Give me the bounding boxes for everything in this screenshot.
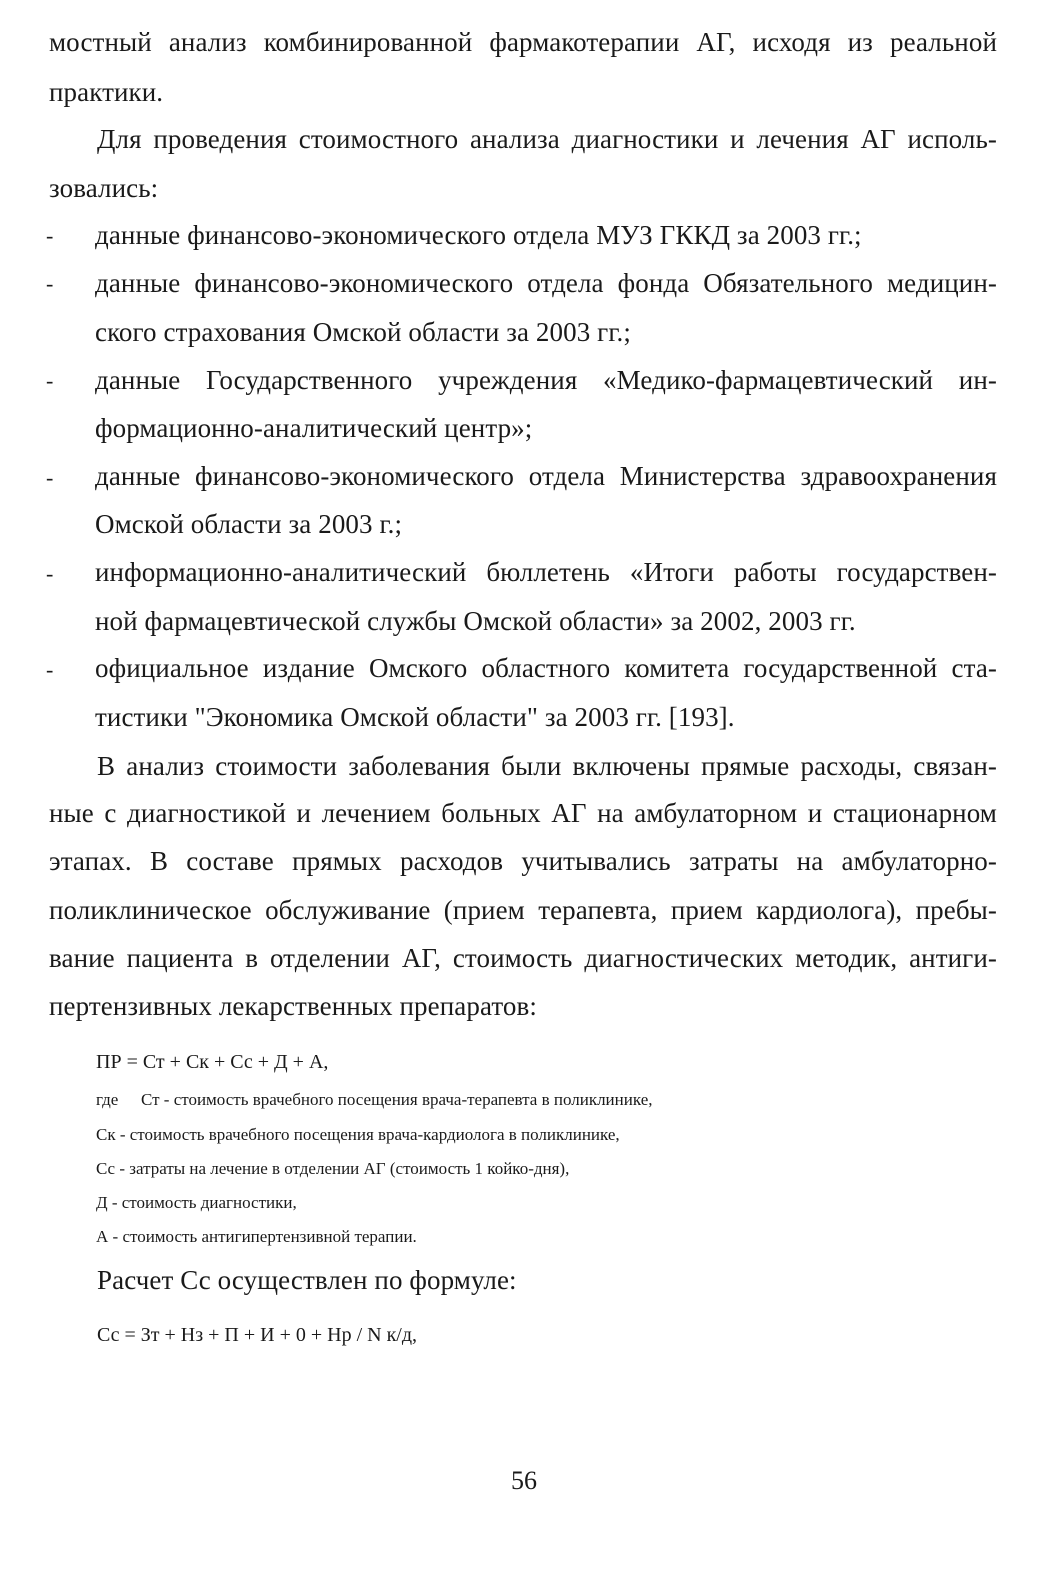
page-number: 56 — [511, 1466, 537, 1495]
intro-line-1: мостный анализ комбинированной фармакотерапии АГ, исходя из реальной — [49, 27, 997, 57]
legend-item: Ст - стоимость врачебного посещения врача-терапевта в поликлинике, — [141, 1090, 653, 1109]
list-dash: - — [46, 561, 54, 586]
costs-paragraph-line: ные с диагностикой и лечением больных АГ на амбулаторном и стационарном — [49, 798, 997, 828]
legend-item: Д - стоимость диагностики, — [96, 1193, 297, 1212]
sources-intro-line-1: Для проведения стоимостного анализа диагностики и лечения АГ исполь- — [97, 124, 997, 154]
list-item: данные финансово-экономического отдела Министерства здравоохранения — [95, 461, 997, 491]
legend-where-label: где — [96, 1090, 119, 1109]
costs-paragraph-line: В анализ стоимости заболевания были включены прямые расходы, связан- — [97, 751, 997, 781]
legend-item: А - стоимость антигипертензивной терапии. — [96, 1227, 417, 1246]
list-item: официальное издание Омского областного комитета государственной ста- — [95, 653, 997, 683]
list-item-continuation: тистики "Экономика Омской области" за 2003 гг. [193]. — [95, 702, 735, 732]
list-dash: - — [46, 657, 54, 682]
formula-total-cost: ПР = Ст + Ск + Сс + Д + А, — [96, 1051, 329, 1073]
sources-intro-line-2: зовались: — [49, 173, 159, 203]
costs-paragraph-line: этапах. В составе прямых расходов учитывались затраты на амбулаторно- — [49, 846, 997, 876]
list-item: данные финансово-экономического отдела фонда Обязательного медицин- — [95, 268, 997, 298]
costs-paragraph-line: пертензивных лекарственных препаратов: — [49, 991, 537, 1021]
list-dash: - — [46, 465, 54, 490]
list-item-continuation: формационно-аналитический центр»; — [95, 413, 533, 443]
list-dash: - — [46, 223, 54, 248]
costs-paragraph-line: вание пациента в отделении АГ, стоимость диагностических методик, антиги- — [49, 943, 997, 973]
list-item: данные финансово-экономического отдела МУЗ ГККД за 2003 гг.; — [95, 220, 862, 250]
list-item-continuation: Омской области за 2003 г.; — [95, 509, 403, 539]
list-item-continuation: ной фармацевтической службы Омской области» за 2002, 2003 гг. — [95, 606, 856, 636]
formula-cc: Сс = Зт + Нз + П + И + 0 + Нр / N к/д, — [97, 1324, 418, 1346]
intro-line-2: практики. — [49, 77, 164, 107]
calc-heading: Расчет Сс осуществлен по формуле: — [97, 1265, 517, 1295]
costs-paragraph-line: поликлиническое обслуживание (прием терапевта, прием кардиолога), пребы- — [49, 895, 997, 925]
list-dash: - — [46, 368, 54, 393]
list-dash: - — [46, 271, 54, 296]
legend-item: Сс - затраты на лечение в отделении АГ (стоимость 1 койко-дня), — [96, 1159, 570, 1178]
legend-item: Ск - стоимость врачебного посещения врача-кардиолога в поликлинике, — [96, 1125, 620, 1144]
list-item-continuation: ского страхования Омской области за 2003 гг.; — [95, 317, 631, 347]
list-item: данные Государственного учреждения «Медико-фармацевтический ин- — [95, 365, 997, 395]
list-item: информационно-аналитический бюллетень «Итоги работы государствен- — [95, 557, 997, 587]
